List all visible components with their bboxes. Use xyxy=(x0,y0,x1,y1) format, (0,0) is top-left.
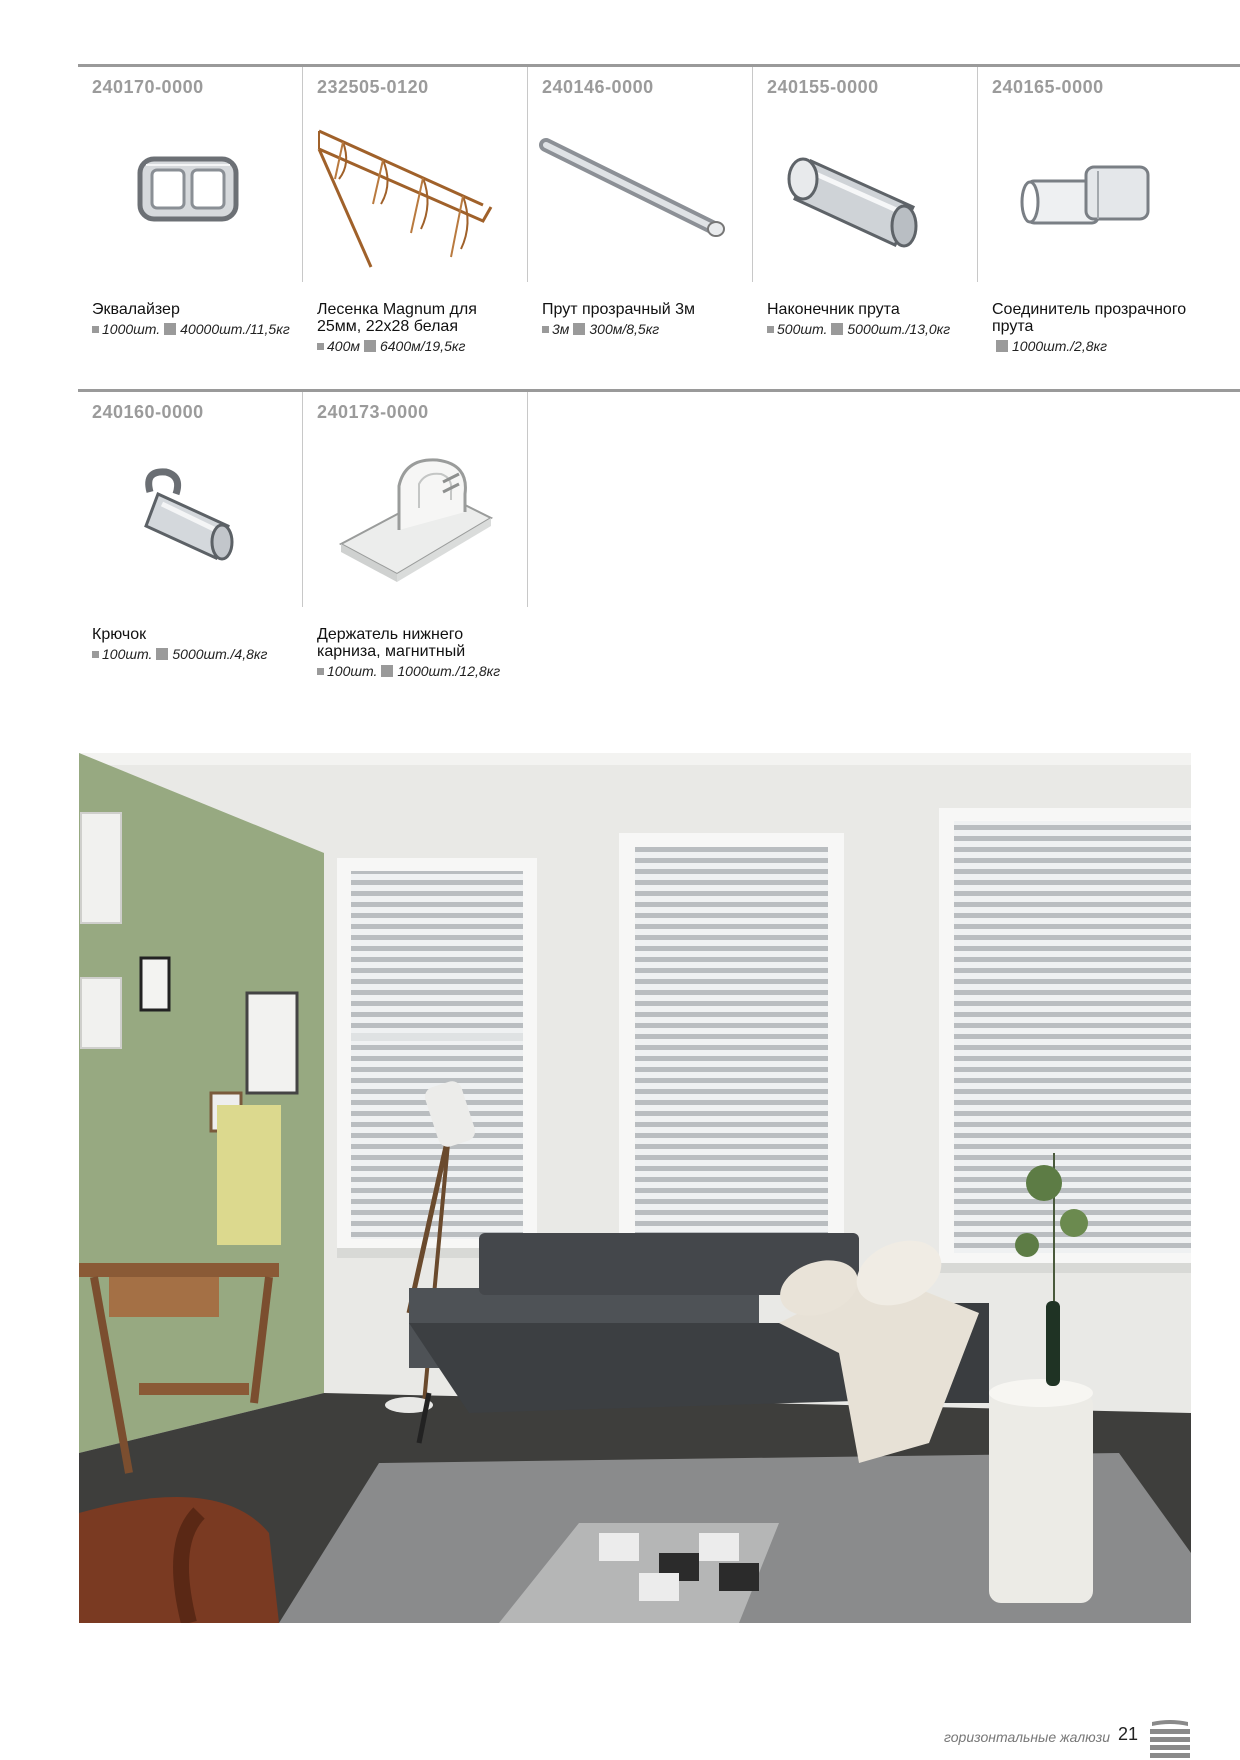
pack-large: 5000шт./13,0кг xyxy=(847,321,951,337)
large-pack-icon xyxy=(364,340,376,352)
product-sku: 240160-0000 xyxy=(92,402,204,422)
footer-section-title: горизонтальные жалюзи xyxy=(944,1729,1110,1745)
packaging-info xyxy=(992,338,1197,355)
product-sku: 240146-0000 xyxy=(542,77,654,97)
product-name xyxy=(317,626,522,680)
pack-large: 6400м/19,5кг xyxy=(379,338,466,354)
product-cell xyxy=(528,67,753,387)
pack-large: 1000шт./12,8кг xyxy=(397,663,501,679)
product-title: Прут прозрачный 3м xyxy=(542,301,696,318)
pack-small: 3м xyxy=(552,321,570,337)
packaging-info xyxy=(317,663,522,680)
product-name xyxy=(92,626,297,663)
magnetic-holder-icon xyxy=(313,434,513,604)
product-sku: 240173-0000 xyxy=(317,402,429,422)
pack-large: 5000шт./4,8кг xyxy=(172,646,268,662)
clear-rod-icon xyxy=(538,109,738,279)
pack-small: 100шт. xyxy=(102,646,153,662)
rod-end-cap-icon xyxy=(763,109,963,279)
product-cell xyxy=(753,67,978,387)
small-pack-icon xyxy=(542,326,549,333)
hook-part-icon xyxy=(88,434,288,604)
small-pack-icon xyxy=(317,668,324,675)
packaging-info xyxy=(542,321,747,338)
pack-large: 1000шт./2,8кг xyxy=(1012,338,1108,354)
product-sku: 240165-0000 xyxy=(992,77,1104,97)
product-title: Наконечник прута xyxy=(767,301,900,318)
large-pack-icon xyxy=(381,665,393,677)
pack-large: 40000шт./11,5кг xyxy=(180,321,290,337)
large-pack-icon xyxy=(573,323,585,335)
product-cell xyxy=(303,67,528,387)
page-number: 21 xyxy=(1118,1724,1139,1744)
pack-small: 500шт. xyxy=(777,321,828,337)
catalog-row-2 xyxy=(78,389,1240,719)
product-name xyxy=(767,301,972,338)
pack-small: 400м xyxy=(327,338,360,354)
window-center xyxy=(619,833,844,1253)
large-pack-icon xyxy=(156,648,168,660)
product-title: Держатель нижнего карниза, магнитный xyxy=(317,626,466,660)
product-sku: 240170-0000 xyxy=(92,77,204,97)
small-pack-icon xyxy=(92,651,99,658)
product-cell xyxy=(978,67,1203,387)
window-right xyxy=(939,808,1191,1263)
product-title: Соединитель прозрачного прута xyxy=(992,301,1187,335)
packaging-info xyxy=(92,646,297,663)
packaging-info xyxy=(92,321,297,338)
equalizer-part-icon xyxy=(88,109,288,279)
pack-small: 1000шт. xyxy=(102,321,161,337)
room-photo xyxy=(79,753,1191,1623)
product-title: Лесенка Magnum для 25мм, 22x28 белая xyxy=(317,301,477,335)
product-cell xyxy=(78,392,303,712)
catalog-row-1 xyxy=(78,64,1240,394)
large-pack-icon xyxy=(996,340,1008,352)
product-sku: 232505-0120 xyxy=(317,77,429,97)
small-pack-icon xyxy=(317,343,324,350)
rod-connector-icon xyxy=(988,109,1188,279)
product-cell xyxy=(78,67,303,387)
product-title: Крючок xyxy=(92,626,147,643)
pack-small: 100шт. xyxy=(327,663,378,679)
product-sku: 240155-0000 xyxy=(767,77,879,97)
pack-large: 300м/8,5кг xyxy=(589,321,660,337)
ladder-tape-icon xyxy=(313,109,513,279)
large-pack-icon xyxy=(831,323,843,335)
product-name xyxy=(92,301,297,338)
small-pack-icon xyxy=(767,326,774,333)
product-title: Эквалайзер xyxy=(92,301,180,318)
product-name xyxy=(992,301,1197,355)
packaging-info xyxy=(317,338,522,355)
large-pack-icon xyxy=(164,323,176,335)
product-cell xyxy=(303,392,528,712)
small-pack-icon xyxy=(92,326,99,333)
product-name xyxy=(542,301,747,338)
packaging-info xyxy=(767,321,972,338)
product-name xyxy=(317,301,522,355)
